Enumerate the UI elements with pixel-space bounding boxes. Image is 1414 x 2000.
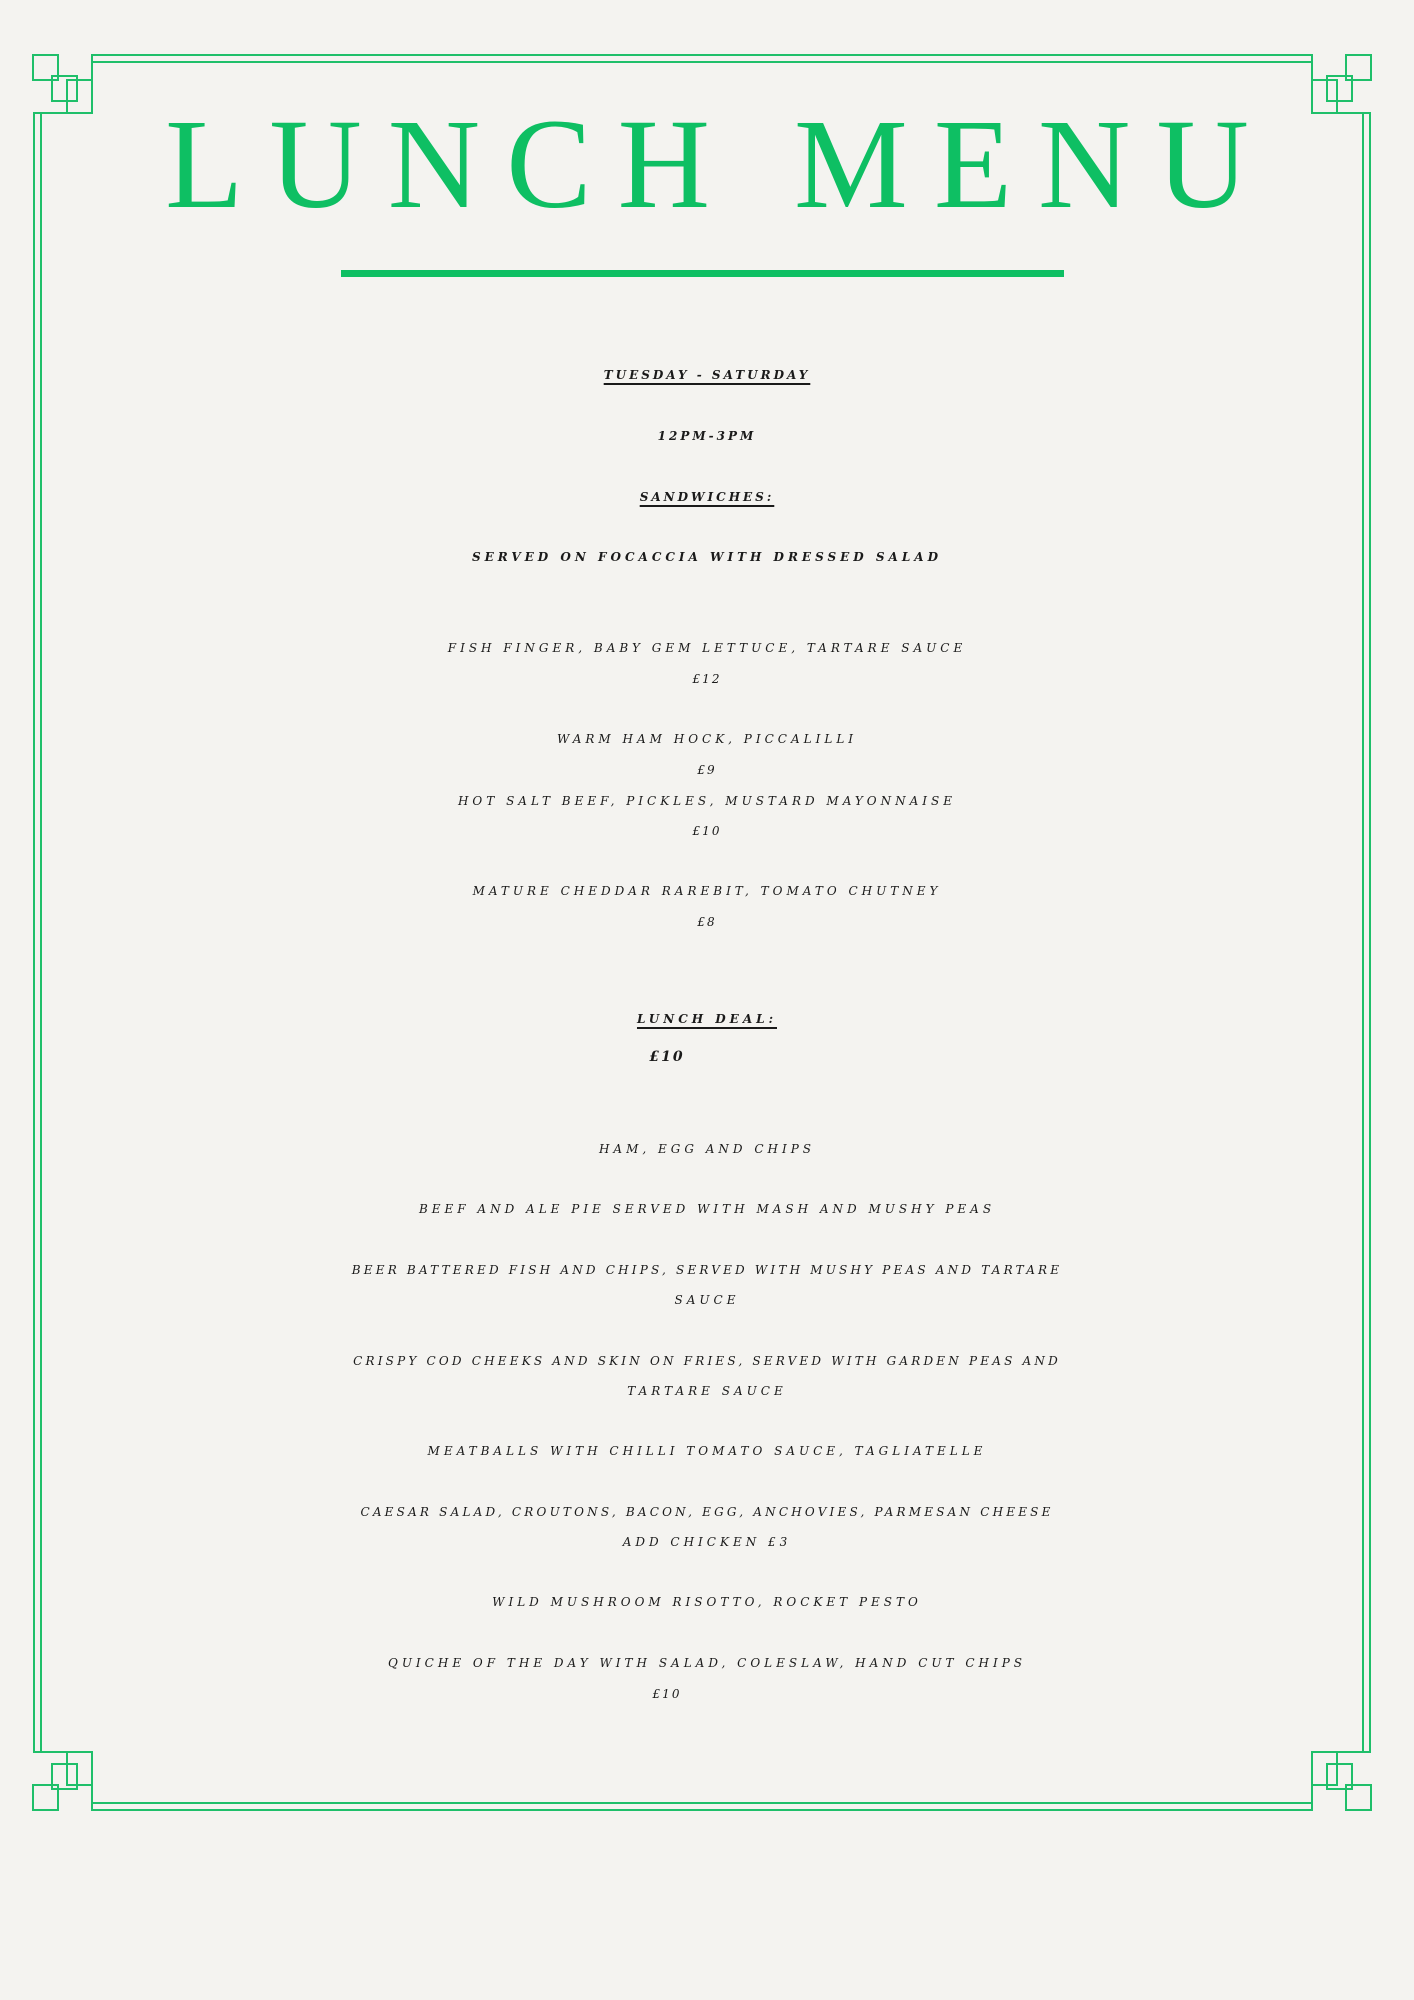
deal-item-name: CAESAR SALAD, CROUTONS, BACON, EGG, ANCHOVIES, PARMESAN CHEESE <box>360 1505 1054 1519</box>
deal-item-name-continued: TARTARE SAUCE <box>627 1384 787 1398</box>
sandwich-item-name: MATURE CHEDDAR RAREBIT, TOMATO CHUTNEY <box>472 884 942 898</box>
deal-item-name: BEEF AND ALE PIE SERVED WITH MASH AND MUSHY PEAS <box>418 1202 996 1216</box>
deal-item-name: QUICHE OF THE DAY WITH SALAD, COLESLAW, HAND CUT CHIPS <box>387 1656 1026 1670</box>
deal-item-price: £10 <box>652 1687 682 1701</box>
deal-item-name: MEATBALLS WITH CHILLI TOMATO SAUCE, TAGLIATELLE <box>427 1444 987 1458</box>
sandwiches-heading-text: SANDWICHES: <box>639 490 775 504</box>
days-label <box>40 360 1374 390</box>
deal-item-name: CRISPY COD CHEEKS AND SKIN ON FRIES, SERVED WITH GARDEN PEAS AND <box>353 1354 1061 1368</box>
deal-item-name: HAM, EGG AND CHIPS <box>598 1142 816 1156</box>
deal-item-name: BEER BATTERED FISH AND CHIPS, SERVED WITH MUSHY PEAS AND TARTARE <box>351 1263 1063 1277</box>
sandwich-item-price: £12 <box>692 672 722 686</box>
deal-item-name-continued: ADD CHICKEN £3 <box>622 1535 792 1549</box>
sandwich-item-price: £9 <box>697 763 717 777</box>
deal-item-name: WILD MUSHROOM RISOTTO, ROCKET PESTO <box>492 1595 922 1609</box>
lunch-deal-price: £10 <box>649 1049 685 1065</box>
sandwich-item-name: FISH FINGER, BABY GEM LETTUCE, TARTARE SAUCE <box>447 641 967 655</box>
lunch-deal-heading <box>40 1004 1374 1034</box>
sandwich-item-name: HOT SALT BEEF, PICKLES, MUSTARD MAYONNAISE <box>457 794 957 808</box>
sandwich-item-name: WARM HAM HOCK, PICCALILLI <box>556 732 858 746</box>
sandwiches-subheading: SERVED ON FOCACCIA WITH DRESSED SALAD <box>471 550 943 564</box>
days-text: TUESDAY - SATURDAY <box>603 368 811 382</box>
sandwiches-heading <box>40 482 1374 512</box>
deal-item-name-continued: SAUCE <box>674 1293 740 1307</box>
page-title: LUNCH MENU <box>165 93 1275 235</box>
title-divider <box>341 270 1064 277</box>
sandwich-item-price: £10 <box>692 824 722 838</box>
hours-label: 12PM-3PM <box>657 429 757 443</box>
sandwich-item-price: £8 <box>697 915 717 929</box>
lunch-deal-heading-text: LUNCH DEAL: <box>636 1012 777 1026</box>
